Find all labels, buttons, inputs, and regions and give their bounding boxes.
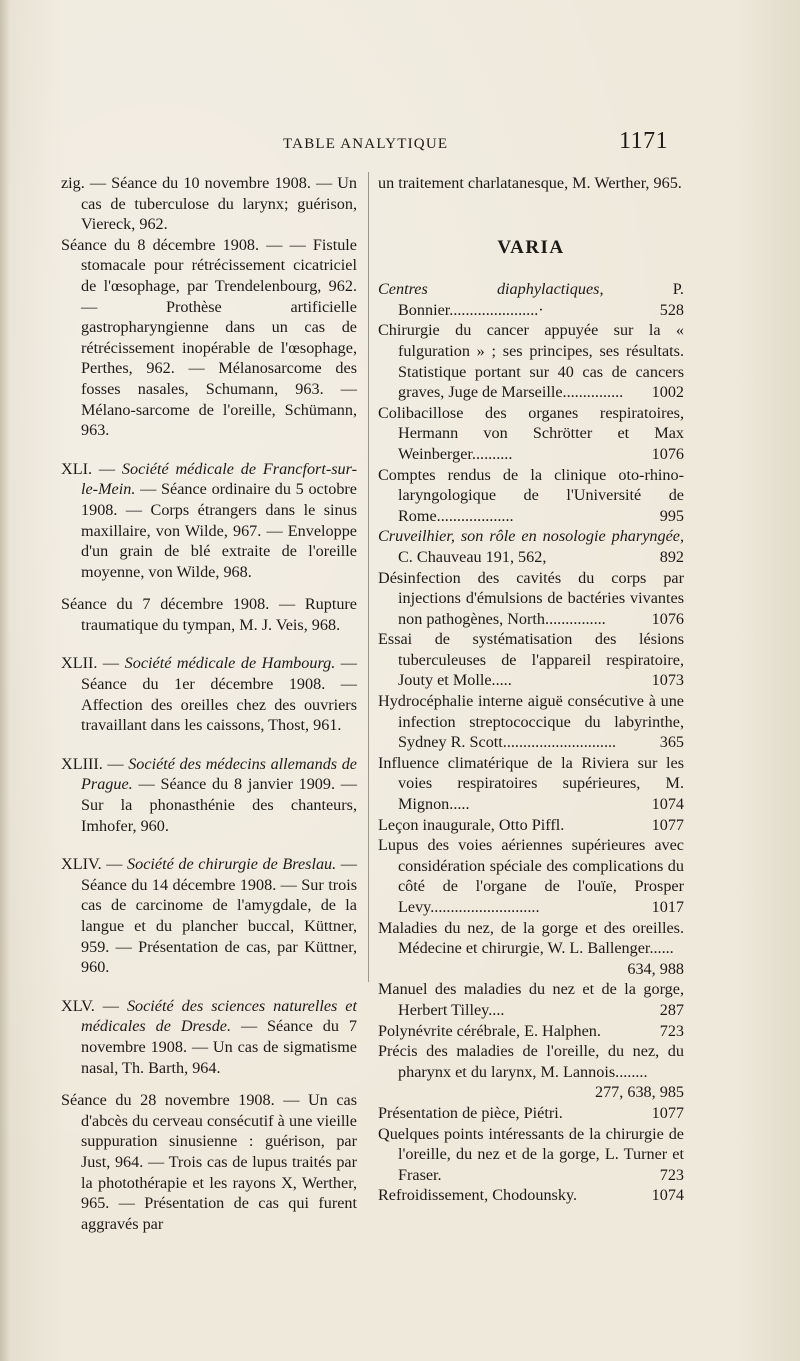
left-column [61,173,357,1252]
varia-item-text: Influence climatérique de la Riviera sur les voies respiratoires supérieures, M. Mignon [378,753,684,814]
varia-item [378,815,684,836]
varia-item-page: 1076 [651,609,684,628]
varia-item-dots: ............... [545,609,606,628]
running-title: TABLE ANALYTIQUE [283,136,449,152]
society-name: Société médicale de Hambourg. [124,654,336,673]
varia-item [378,753,684,815]
entry-text: — Séance du 14 décembre 1908. — Sur trois cas de carcinome de l'amygdale, de la langue et du plancher buccal, Küttner, 959. — Présentation de cas, par Küttner, 960. [81,855,357,977]
varia-item-dots: ......................· [449,300,544,319]
varia-item-page: 1074 [651,795,684,814]
varia-item [378,1041,684,1103]
varia-item-text: Colibacillose des organes respiratoires, Hermann von Schrötter et Max Weinberger [378,403,684,463]
right-column [378,173,684,1206]
entry-text: — Séance du 7 novembre 1908. — Un cas de sigmatisme nasal, Th. Barth, 964. [81,1017,357,1077]
varia-item-dots: ..... [491,671,512,690]
varia-item-dots: ................... [436,506,514,525]
entry-head: XLIV. — [61,855,128,874]
varia-item-text: Maladies du nez, de la gorge et des oreilles. Médecine et chirurgie, W. L. Ballenger [378,918,684,958]
page-number: 1171 [619,128,669,154]
varia-item-page: 1077 [651,1103,684,1122]
entry-head: XLI. — [61,459,122,478]
varia-item [378,320,684,402]
entry-xlii [61,653,357,735]
society-name: Société de chirurgie de Breslau. [127,855,337,874]
entry-text: zig. — Séance du 10 novembre 1908. — Un cas de tuberculose du larynx; guérison, Viereck, 962. [61,174,357,234]
entry-text: Séance du 28 novembre 1908. — Un cas d'abcès du cerveau consécutif à une vieille suppuration sinusienne : guérison, par Just, 964. — Trois cas de lupus traités par la photothérapie et les rayons X, Werther, 965. — Présentation de cas qui furent aggravés par [61,1091,357,1233]
varia-item-text: Refroidissement, Chodounsky. [378,1186,578,1205]
varia-item-text: Comptes rendus de la clinique oto-rhino-laryngologique de l'Université de Rome [378,465,684,525]
varia-item-dots: ...... [649,939,674,958]
varia-item-page: 1074 [651,1186,684,1205]
entry-seance-28-novembre [61,1090,357,1234]
society-name: Société des médecins allemands de Prague. [81,754,357,794]
varia-item-dots: ..... [449,795,470,814]
varia-item-dots: ............................ [502,733,617,752]
varia-item-page: 1077 [651,815,684,834]
varia-item-text: Présentation de pièce, Piétri. [378,1103,563,1122]
varia-item-page: 1073 [651,671,684,690]
page-gutter-shadow [0,0,10,1361]
varia-item-dots: .... [488,1000,505,1019]
entry-text: — Séance du 8 janvier 1909. — Sur la phonasthénie des chanteurs, Imhofer, 960. [81,775,357,835]
varia-item-page: 528 [659,300,684,319]
entry-head: XLIII. — [61,754,129,773]
entry-text: un traitement charlatanesque, M. Werther, 965. [378,174,682,192]
varia-item [378,403,684,465]
varia-list [378,279,684,1206]
entry-text: Séance du 8 décembre 1908. — — Fistule stomacale pour rétrécissement cicatriciel de l'œsophage, par Trendelenbourg, 962. — Prothèse artificielle gastropharyngienne dans un cas de rétrécissement inopérable de l'œsophage, Perthes, 962. — Mélanosarcome des fosses nasales, Schumann, 963. — Mélano-sarcome de l'oreille, Schümann, 963. [61,235,357,440]
varia-item-text: Précis des maladies de l'oreille, du nez, du pharynx et du larynx, M. Lannois [378,1042,684,1081]
varia-item [378,629,684,691]
varia-item-page: 634, 988 [627,959,684,978]
varia-item [378,465,684,527]
varia-item-page: 723 [659,1165,684,1184]
varia-item-page: 995 [659,506,684,525]
varia-item [378,918,684,980]
entry-head: XLII. — [61,654,125,673]
varia-item-page: 1076 [651,444,684,463]
varia-item [378,1185,684,1206]
entry-continued [61,173,357,235]
varia-item-page: 1002 [651,383,684,402]
varia-item-text: Chirurgie du cancer appuyée sur la « fulguration » ; ses principes, ses résultats. Statistique portant sur 40 cas de cancers graves, Juge de Marseille [378,321,684,402]
varia-item [378,835,684,917]
varia-item [378,568,684,630]
varia-item-page: 892 [659,547,684,566]
varia-item-dots: ........ [615,1062,648,1081]
varia-item-page: 287 [659,1000,684,1019]
varia-item [378,279,684,320]
varia-item-page: 365 [659,733,684,752]
entry-seance-8-decembre [61,235,357,441]
varia-item-dots: .......... [471,444,513,463]
entry-seance-7-decembre [61,594,357,635]
varia-item-page: 723 [659,1021,684,1040]
varia-item [378,691,684,753]
varia-item-italic: Cruveilhier, son rôle en nosologie pharyngée, [378,527,684,546]
varia-item-text: Quelques points intéressants de la chirurgie de l'oreille, du nez et de la gorge, L. Turner et Fraser. [378,1124,684,1184]
varia-item-text: Désinfection des cavités du corps par injections d'émulsions de bactéries vivantes non pathogènes, North [378,568,684,628]
entry-xli [61,459,357,583]
entry-text: — Séance du 1er décembre 1908. — Affection des oreilles chez des ouvriers travaillant dans les caissons, Thost, 961. [81,654,357,735]
varia-item [378,979,684,1020]
society-name: Société médicale de Francfort-sur-le-Mein. [81,459,357,499]
varia-item [378,526,684,567]
varia-item-text: Polynévrite cérébrale, E. Halphen. [378,1021,601,1040]
varia-item [378,1103,684,1124]
entry-continued [378,173,684,194]
varia-item-text: C. Chauveau 191, 562, [398,547,547,566]
varia-item-text: Essai de systématisation des lésions tuberculeuses de l'appareil respiratoire, Jouty et Molle [378,630,684,690]
column-divider [368,172,369,982]
varia-item-page: 277, 638, 985 [594,1083,684,1102]
varia-item-text: Lupus des voies aériennes supérieures avec considération spéciale des complications du côté de l'organe de l'ouïe, Prosper Levy [378,836,684,916]
entry-text: — Séance ordinaire du 5 octobre 1908. — Corps étrangers dans le sinus maxillaire, von Wilde, 967. — Enveloppe d'un grain de blé extraite de l'oreille moyenne, von Wilde, 968. [81,480,357,581]
varia-item-text: Hydrocéphalie interne aiguë consécutive à une infection streptococcique du labyrinthe, Sydney R. Scott [378,692,684,752]
varia-item-text: Leçon inaugurale, Otto Piffl. [378,815,565,834]
varia-item-dots: ............... [562,383,624,402]
varia-item [378,1021,684,1042]
entry-head: XLV. — [61,996,127,1015]
varia-item-text: P. Bonnier [398,280,684,319]
varia-item-page: 1017 [651,898,684,916]
entry-xliii [61,754,357,836]
society-name: Société des sciences naturelles et médicales de Dresde. [81,996,357,1036]
varia-item-italic: Centres diaphylactiques, [378,280,604,299]
page-header [0,128,800,168]
section-title: VARIA [497,236,565,258]
varia-item-dots: ........................... [430,898,540,916]
entry-xliv [61,854,357,978]
entry-text: Séance du 7 décembre 1908. — Rupture traumatique du tympan, M. J. Veis, 968. [61,595,357,634]
varia-item [378,1124,684,1186]
entry-xlv [61,996,357,1078]
varia-item-text: Manuel des maladies du nez et de la gorge, Herbert Tilley [378,980,684,1019]
